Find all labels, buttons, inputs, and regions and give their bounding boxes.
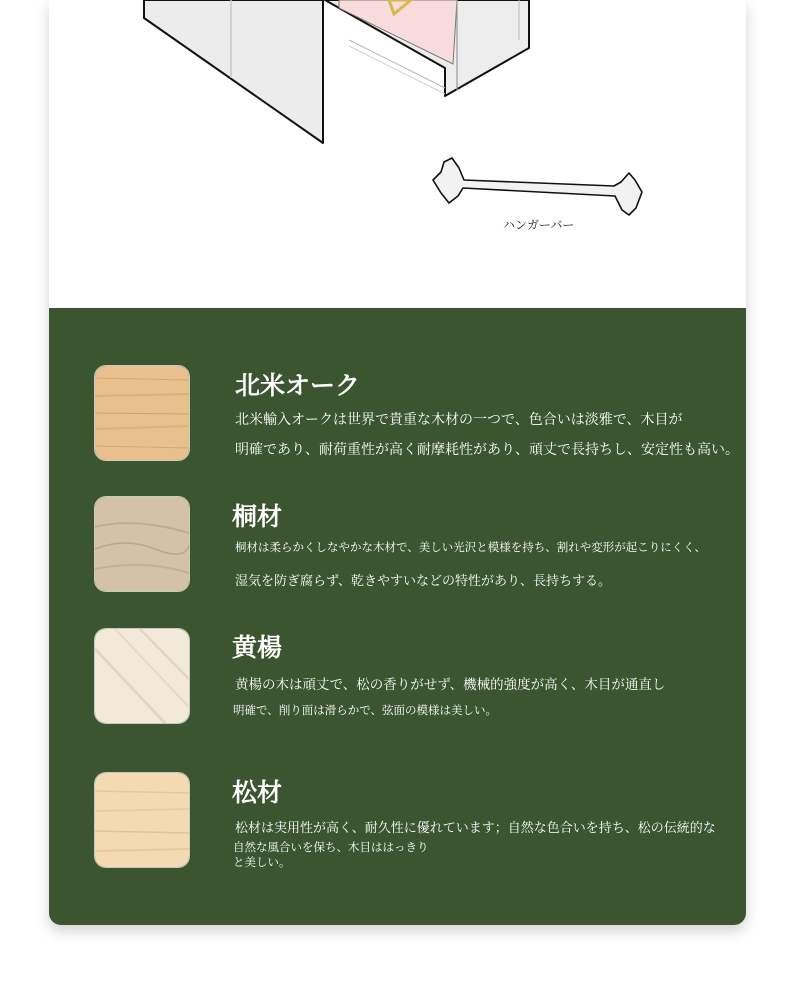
- oak-texture: [95, 366, 189, 460]
- oak-swatch: [94, 365, 190, 461]
- material-desc-oak-1: 北米輸入オークは世界で貴重な木材の一つで、色合いは淡雅で、木目が: [235, 412, 683, 428]
- wardrobe-illustration: [49, 0, 746, 308]
- material-desc-pine-2: 自然な風合いを保ち、木目ははっきり: [233, 840, 429, 854]
- materials-panel: [49, 308, 746, 925]
- product-card: [49, 0, 746, 925]
- wardrobe-drawing: [49, 0, 746, 308]
- boxwood-texture: [95, 629, 189, 723]
- pine-swatch: [94, 772, 190, 868]
- material-title-pine: 松材: [232, 778, 283, 807]
- material-title-paulownia: 桐材: [232, 502, 283, 531]
- material-desc-pine-3: と美しい。: [233, 855, 291, 869]
- paulownia-swatch: [94, 496, 190, 592]
- material-desc-oak-2: 明確であり、耐荷重性が高く耐摩耗性があり、頑丈で長持ちし、安定性も高い。: [235, 442, 739, 458]
- boxwood-swatch: [94, 628, 190, 724]
- material-title-boxwood: 黄楊: [232, 633, 283, 662]
- pine-texture: [95, 773, 189, 867]
- material-desc-boxwood-2: 明確で、削り面は滑らかで、弦面の模様は美しい。: [233, 703, 498, 717]
- material-desc-paulownia-2: 湿気を防ぎ腐らず、乾きやすいなどの特性があり、長持ちする。: [235, 574, 611, 589]
- material-desc-paulownia-1: 桐材は柔らかくしなやかな木材で、美しい光沢と模様を持ち、割れや変形が起こりにくく、: [235, 540, 707, 554]
- material-desc-boxwood-1: 黄楊の木は頑丈で、松の香りがせず、機械的強度が高く、木目が通直し: [235, 677, 666, 693]
- material-desc-pine-1: 松材は実用性が高く、耐久性に優れています；自然な色合いを持ち、松の伝統的な: [235, 821, 716, 836]
- paulownia-texture: [95, 497, 189, 591]
- material-title-oak: 北米オーク: [235, 371, 361, 400]
- hanger-bar-label: ハンガーバー: [503, 218, 575, 232]
